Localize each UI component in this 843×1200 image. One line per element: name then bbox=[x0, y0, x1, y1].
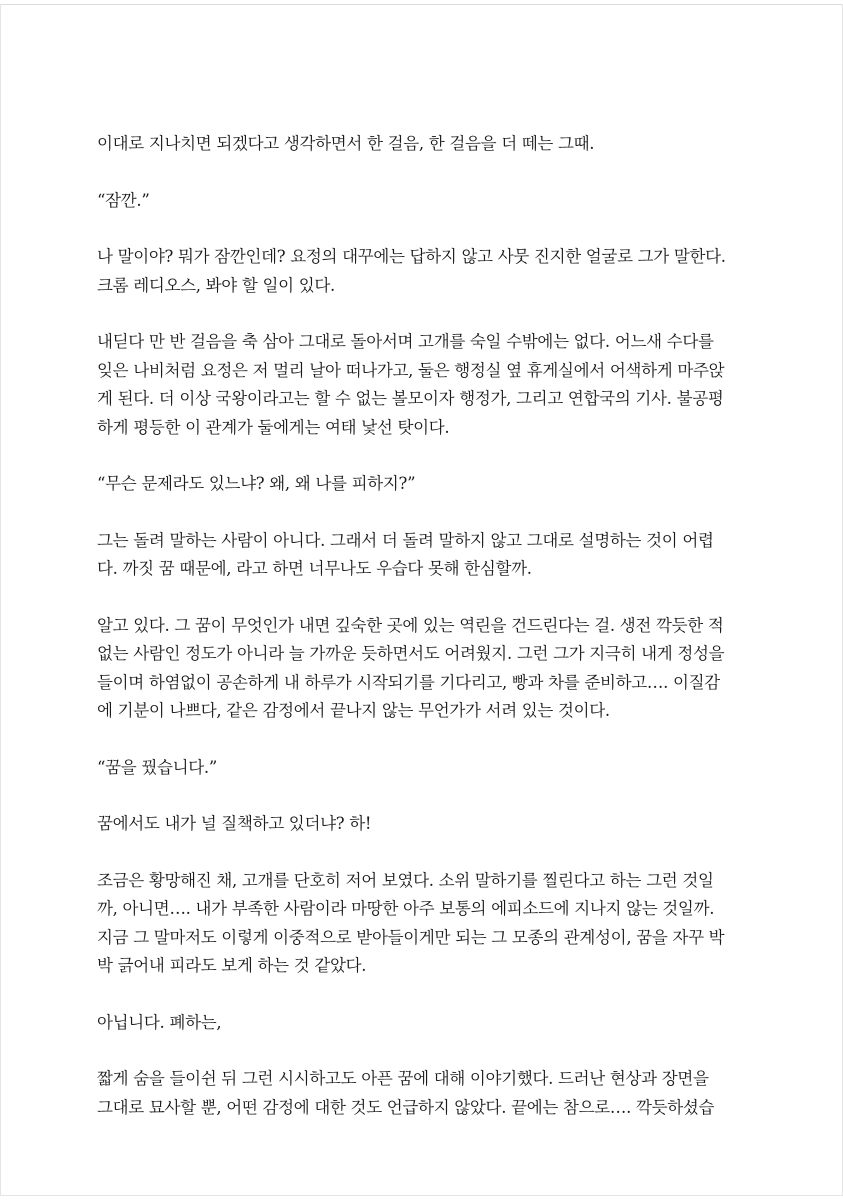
text-line: 그는 돌려 말하는 사람이 아니다. 그래서 더 돌려 말하지 않고 그대로 설명하는 것이 어렵 bbox=[97, 530, 714, 550]
paragraph bbox=[97, 1009, 757, 1038]
text-line: 까, 아니면…. 내가 부족한 사람이라 마땅한 아주 보통의 에피소드에 지나지 않는 것일까. bbox=[97, 899, 715, 918]
text-line: “꿈을 꿨습니다.” bbox=[97, 757, 217, 777]
page-border-bottom bbox=[0, 1195, 843, 1196]
paragraph bbox=[97, 1065, 757, 1122]
text-line: 알고 있다. 그 꿈이 무엇인가 내면 깊숙한 곳에 있는 역린을 건드린다는 걸. 생전 깍듯한 적 bbox=[97, 615, 724, 635]
text-line: 에 기분이 나쁘다, 같은 감정에서 끝나지 않는 무언가가 서려 있는 것이다. bbox=[97, 701, 610, 720]
paragraph bbox=[97, 867, 757, 981]
text-line: 다. 까짓 꿈 때문에, 라고 하면 너무나도 우습다 못해 한심할까. bbox=[97, 559, 532, 578]
paragraph bbox=[97, 612, 757, 726]
paragraph bbox=[97, 187, 757, 216]
paragraph bbox=[97, 243, 757, 300]
story-text bbox=[97, 130, 757, 1150]
text-line: 나 말이야? 뭐가 잠깐인데? 요정의 대꾸에는 답하지 않고 사뭇 진지한 얼굴로 그가 말한다. bbox=[97, 247, 726, 266]
text-line: 조금은 황망해진 채, 고개를 단호히 저어 보였다. 소위 말하기를 찔린다고 하는 그런 것일 bbox=[97, 870, 714, 890]
text-line: 게 된다. 더 이상 국왕이라고는 할 수 없는 볼모이자 행정가, 그리고 연합국의 기사. 불공평 bbox=[97, 389, 724, 408]
text-line: 내딛다 만 반 걸음을 축 삼아 그대로 돌아서며 고개를 숙일 수밖에는 없다. 어느새 수다를 bbox=[97, 332, 714, 351]
paragraph bbox=[97, 754, 757, 783]
text-line: 짧게 숨을 들이쉰 뒤 그런 시시하고도 아픈 꿈에 대해 이야기했다. 드러난 현상과 장면을 bbox=[97, 1069, 709, 1088]
text-line: 들이며 하염없이 공손하게 내 하루가 시작되기를 기다리고, 빵과 차를 준비하고…. 이질감 bbox=[97, 672, 720, 692]
paragraph bbox=[97, 810, 757, 839]
page-border-left bbox=[0, 4, 1, 1196]
text-line: 하게 평등한 이 관계가 둘에게는 여태 낯선 탓이다. bbox=[97, 417, 450, 437]
paragraph bbox=[97, 130, 757, 159]
text-line: 박 긁어내 피라도 보게 하는 것 같았다. bbox=[97, 956, 367, 975]
text-line: “무슨 문제라도 있느냐? 왜, 왜 나를 피하지?” bbox=[97, 474, 416, 493]
page-border-top bbox=[0, 4, 843, 5]
paragraph bbox=[97, 328, 757, 442]
text-line: “잠깐.” bbox=[97, 190, 150, 210]
text-line: 크롬 레디오스, 봐야 할 일이 있다. bbox=[97, 275, 335, 295]
text-line: 이대로 지나치면 되겠다고 생각하면서 한 걸음, 한 걸음을 더 떼는 그때. bbox=[97, 134, 595, 153]
text-line: 꿈에서도 내가 널 질책하고 있더냐? 하! bbox=[97, 814, 372, 833]
text-line: 잊은 나비처럼 요정은 저 멀리 날아 떠나가고, 둘은 행정실 옆 휴게실에서 어색하게 마주앉 bbox=[97, 360, 725, 380]
text-line: 없는 사람인 정도가 아니라 늘 가까운 듯하면서도 어려웠지. 그런 그가 지극히 내게 정성을 bbox=[97, 644, 725, 663]
paragraph bbox=[97, 527, 757, 584]
text-line: 그대로 묘사할 뿐, 어떤 감정에 대한 것도 언급하지 않았다. 끝에는 참으로…. 깍듯하셨습 bbox=[97, 1097, 715, 1117]
text-line: 지금 그 말마저도 이렇게 이중적으로 받아들이게만 되는 그 모종의 관계성이, 꿈을 자꾸 박 bbox=[97, 927, 725, 947]
paragraph bbox=[97, 470, 757, 499]
text-line: 아닙니다. 폐하는, bbox=[97, 1012, 222, 1032]
